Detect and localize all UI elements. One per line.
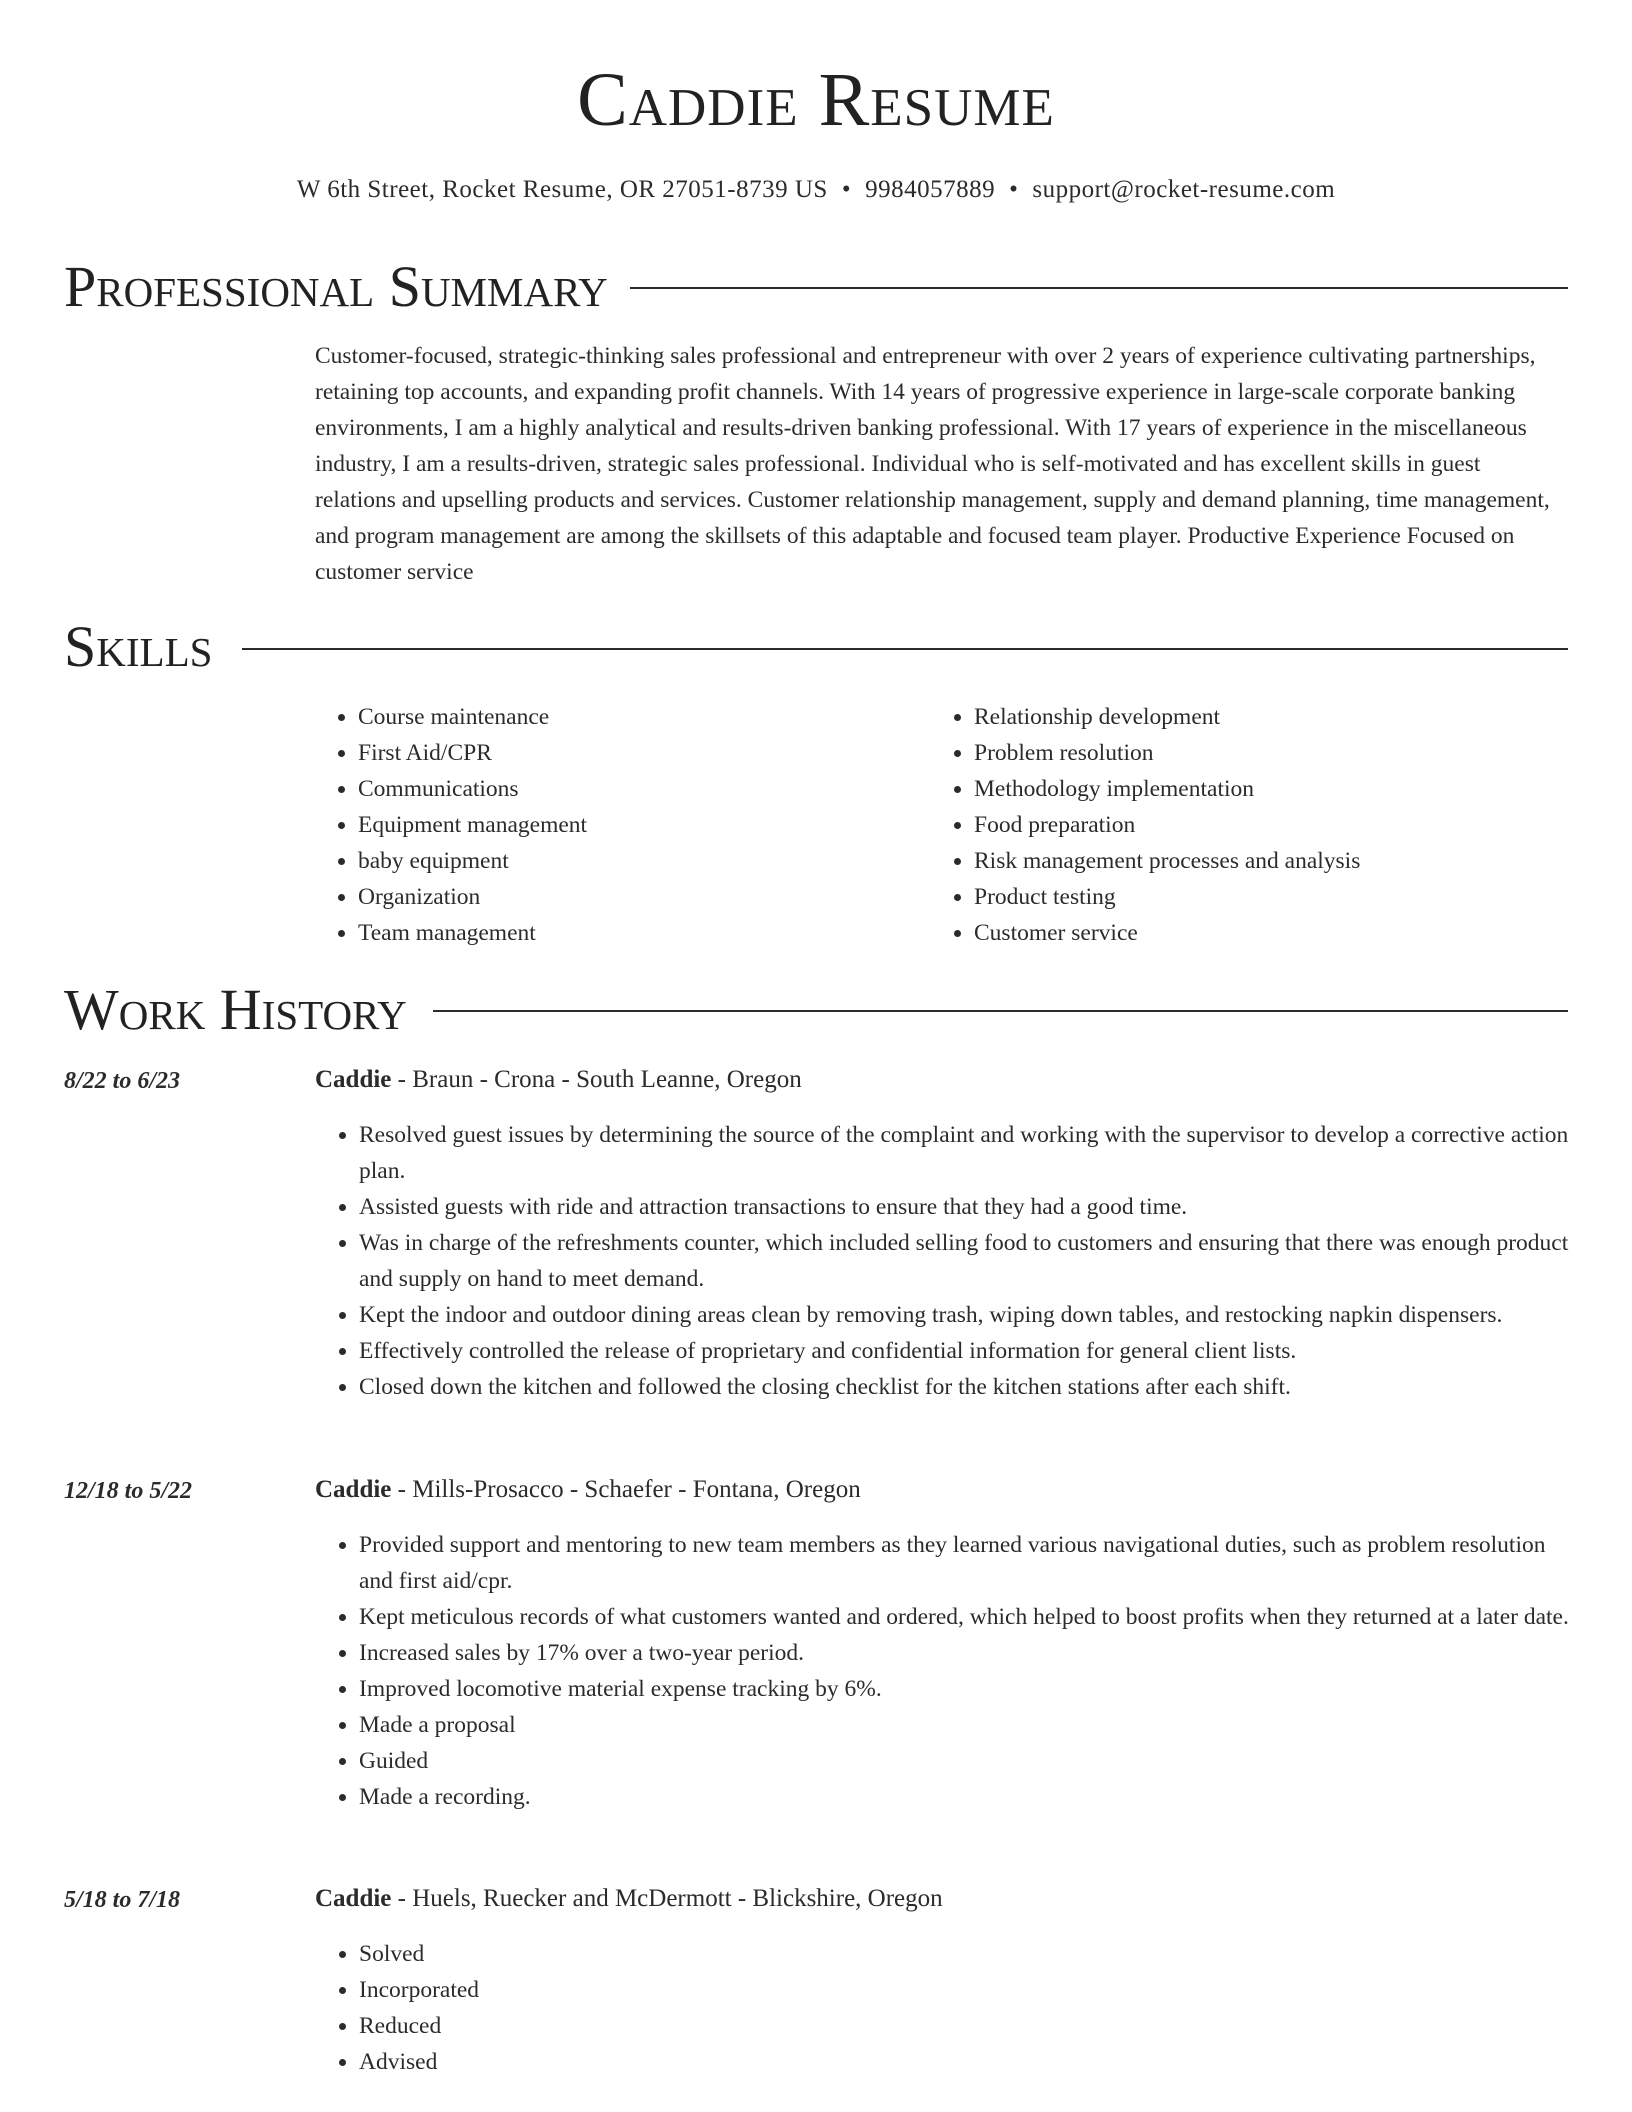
skill-item: • Relationship development xyxy=(974,699,1570,735)
skills-left-column xyxy=(314,699,914,951)
job-dates: 5/18 to 7/18 xyxy=(64,1887,181,1913)
job-details: - Braun - Crona - South Leanne, Oregon xyxy=(391,1066,802,1093)
skill-item: • Equipment management xyxy=(358,807,914,843)
summary-heading: Professional Summary xyxy=(64,254,608,319)
skill-item: • Organization xyxy=(358,879,914,915)
summary-divider xyxy=(630,287,1568,289)
skills-divider xyxy=(242,648,1568,650)
skill-item: • Course maintenance xyxy=(358,699,914,735)
skill-item: • First Aid/CPR xyxy=(358,735,914,771)
job-bullet: • Closed down the kitchen and followed the closing checklist for the kitchen stations after each shift. xyxy=(359,1369,1575,1405)
job-bullets xyxy=(315,1117,1575,1405)
job-header xyxy=(315,1476,861,1504)
skill-item: • Risk management processes and analysis xyxy=(974,843,1570,879)
skill-item: • Communications xyxy=(358,771,914,807)
skill-item: • Methodology implementation xyxy=(974,771,1570,807)
job-dates: 12/18 to 5/22 xyxy=(64,1478,193,1504)
skill-item: • Customer service xyxy=(974,915,1570,951)
job-title: Caddie xyxy=(315,1066,392,1093)
work-history-divider xyxy=(433,1010,1568,1012)
job-bullet: • Was in charge of the refreshments counter, which included selling food to customers and ensuring that there was enough product and supply on hand to meet demand. xyxy=(359,1225,1575,1297)
contact-address: W 6th Street, Rocket Resume, OR 27051-8739 US xyxy=(296,176,828,203)
skill-item: • baby equipment xyxy=(358,843,914,879)
job-title: Caddie xyxy=(315,1885,392,1912)
job-bullets xyxy=(315,1936,1575,2080)
job-bullet: • Made a proposal xyxy=(359,1707,1575,1743)
contact-separator: • xyxy=(841,176,852,203)
contact-email: support@rocket-resume.com xyxy=(1032,176,1336,203)
job-bullet: • Made a recording. xyxy=(359,1779,1575,1815)
skill-item: • Team management xyxy=(358,915,914,951)
candidate-name: Caddie Resume xyxy=(577,58,1055,142)
work-history-heading: Work History xyxy=(64,977,407,1042)
job-bullet: • Kept the indoor and outdoor dining areas clean by removing trash, wiping down tables, and restocking napkin dispensers. xyxy=(359,1297,1575,1333)
job-bullet: • Assisted guests with ride and attraction transactions to ensure that they had a good time. xyxy=(359,1189,1575,1225)
job-bullet: • Kept meticulous records of what customers wanted and ordered, which helped to boost profits when they returned at a later date. xyxy=(359,1599,1575,1635)
job-bullet: • Advised xyxy=(359,2044,1575,2080)
job-details: - Mills-Prosacco - Schaefer - Fontana, Oregon xyxy=(391,1476,861,1503)
job-bullet: • Improved locomotive material expense tracking by 6%. xyxy=(359,1671,1575,1707)
job-details: - Huels, Ruecker and McDermott - Blickshire, Oregon xyxy=(391,1885,943,1912)
contact-phone: 9984057889 xyxy=(865,176,996,203)
job-bullets xyxy=(315,1527,1575,1815)
summary-text: Customer-focused, strategic-thinking sales professional and entrepreneur with over 2 years of experience cultivating partnerships, retaining top accounts, and expanding profit channels. With 14 years of progressive experience in large-scale corporate banking environments, I am a highly analytical and results-driven banking professional. With 17 years of experience in the miscellaneous industry, I am a results-driven, strategic sales professional. Individual who is self-motivated and has excellent skills in guest relations and upselling products and services. Customer relationship management, supply and demand planning, time management, and program management are among the skillsets of this adaptable and focused team player. Productive Experience Focused on customer service xyxy=(315,343,1550,585)
job-bullet: • Effectively controlled the release of proprietary and confidential information for general client lists. xyxy=(359,1333,1575,1369)
job-bullet: • Incorporated xyxy=(359,1972,1575,2008)
skill-item: • Product testing xyxy=(974,879,1570,915)
contact-line xyxy=(0,176,1632,204)
job-header xyxy=(315,1066,802,1094)
contact-separator: • xyxy=(1009,176,1019,203)
job-bullet: • Increased sales by 17% over a two-year period. xyxy=(359,1635,1575,1671)
job-bullet: • Guided xyxy=(359,1743,1575,1779)
skills-right-column xyxy=(930,699,1570,951)
job-dates: 8/22 to 6/23 xyxy=(64,1068,181,1094)
job-bullet: • Provided support and mentoring to new team members as they learned various navigational duties, such as problem resolution and first aid/cpr. xyxy=(359,1527,1575,1599)
job-header xyxy=(315,1885,943,1913)
job-title: Caddie xyxy=(315,1476,392,1503)
job-bullet: • Resolved guest issues by determining the source of the complaint and working with the supervisor to develop a corrective action plan. xyxy=(359,1117,1575,1189)
job-bullet: • Reduced xyxy=(359,2008,1575,2044)
job-bullet: • Solved xyxy=(359,1936,1575,1972)
skills-heading: Skills xyxy=(64,614,213,679)
skill-item: • Problem resolution xyxy=(974,735,1570,771)
skill-item: • Food preparation xyxy=(974,807,1570,843)
